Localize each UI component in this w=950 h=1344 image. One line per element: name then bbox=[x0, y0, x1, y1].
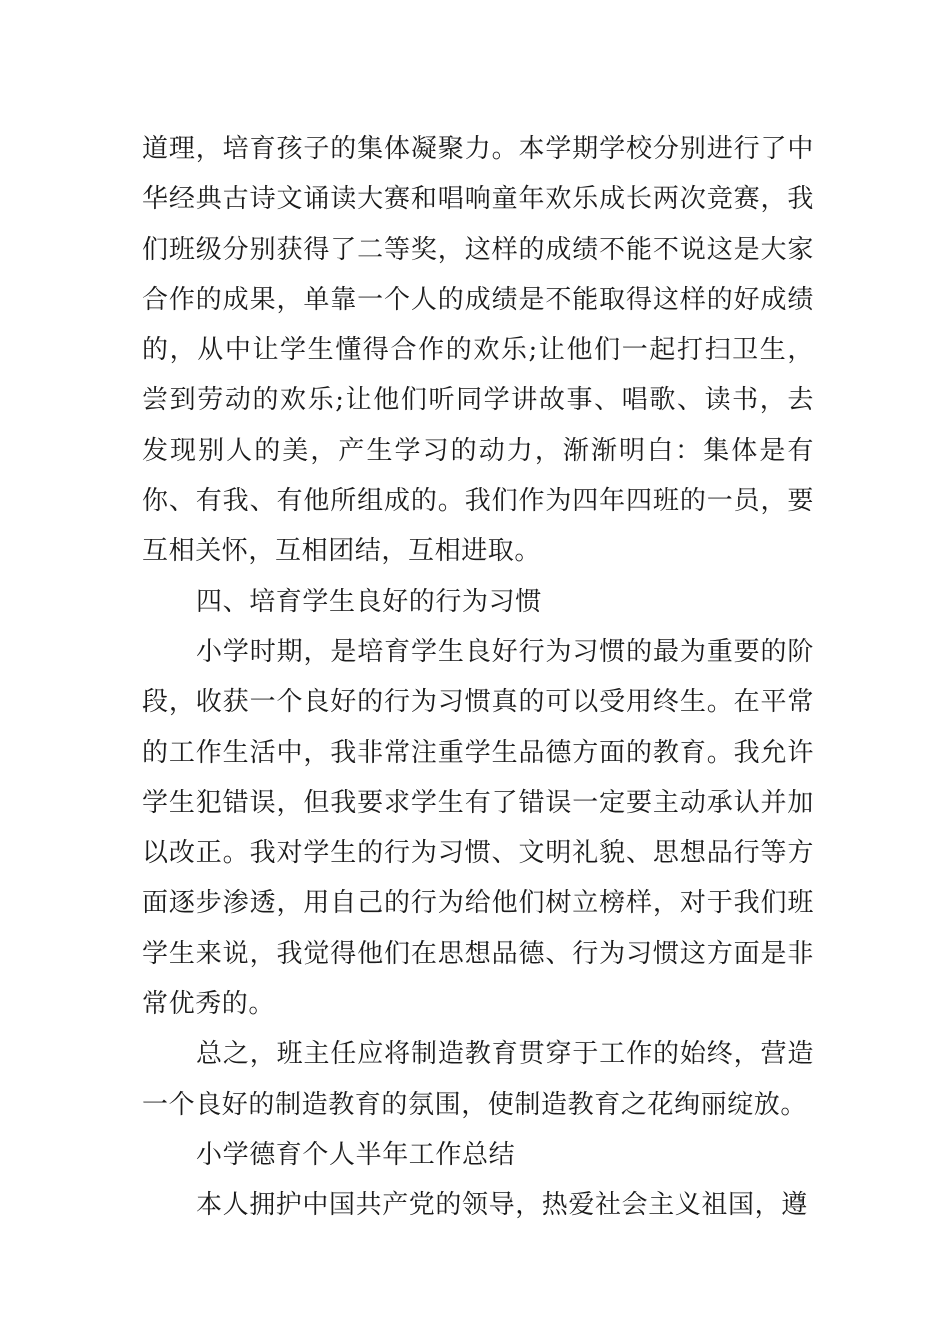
paragraph-opening: 本人拥护中国共产党的领导，热爱社会主义祖国，遵 bbox=[196, 1190, 808, 1221]
paragraph-continuation: 道理，培育孩子的集体凝聚力。本学期学校分别进行了中华经典古诗文诵读大赛和唱响童年欢乐成长两次竞赛，我们班级分别获得了二等奖，这样的成绩不能不说这是大家合作的成果，单靠一个人的成绩是不能取得这样的好成绩的，从中让学生懂得合作的欢乐;让他们一起打扫卫生，尝到劳动的欢乐;让他们听同学讲故事、唱歌、读书，去发现别人的美，产生学习的动力，渐渐明白：集体是有你、有我、有他所组成的。我们作为四年四班的一员，要互相关怀，互相团结，互相进取。 bbox=[142, 134, 814, 567]
paragraph-habits: 小学时期，是培育学生良好行为习惯的最为重要的阶段，收获一个良好的行为习惯真的可以受用终生。在平常的工作生活中，我非常注重学生品德方面的教育。我允许学生犯错误，但我要求学生有了错误一定要主动承认并加以改正。我对学生的行为习惯、文明礼貌、思想品行等方面逐步渗透，用自己的行为给他们树立榜样，对于我们班学生来说，我觉得他们在思想品德、行为习惯这方面是非常优秀的。 bbox=[142, 636, 814, 1020]
document-body bbox=[142, 124, 814, 1231]
document-title-next: 小学德育个人半年工作总结 bbox=[196, 1139, 516, 1170]
section-heading-4: 四、培育学生良好的行为习惯 bbox=[196, 586, 542, 617]
paragraph-summary: 总之，班主任应将制造教育贯穿于工作的始终，营造一个良好的制造教育的氛围，使制造教育之花绚丽绽放。 bbox=[142, 1039, 814, 1120]
